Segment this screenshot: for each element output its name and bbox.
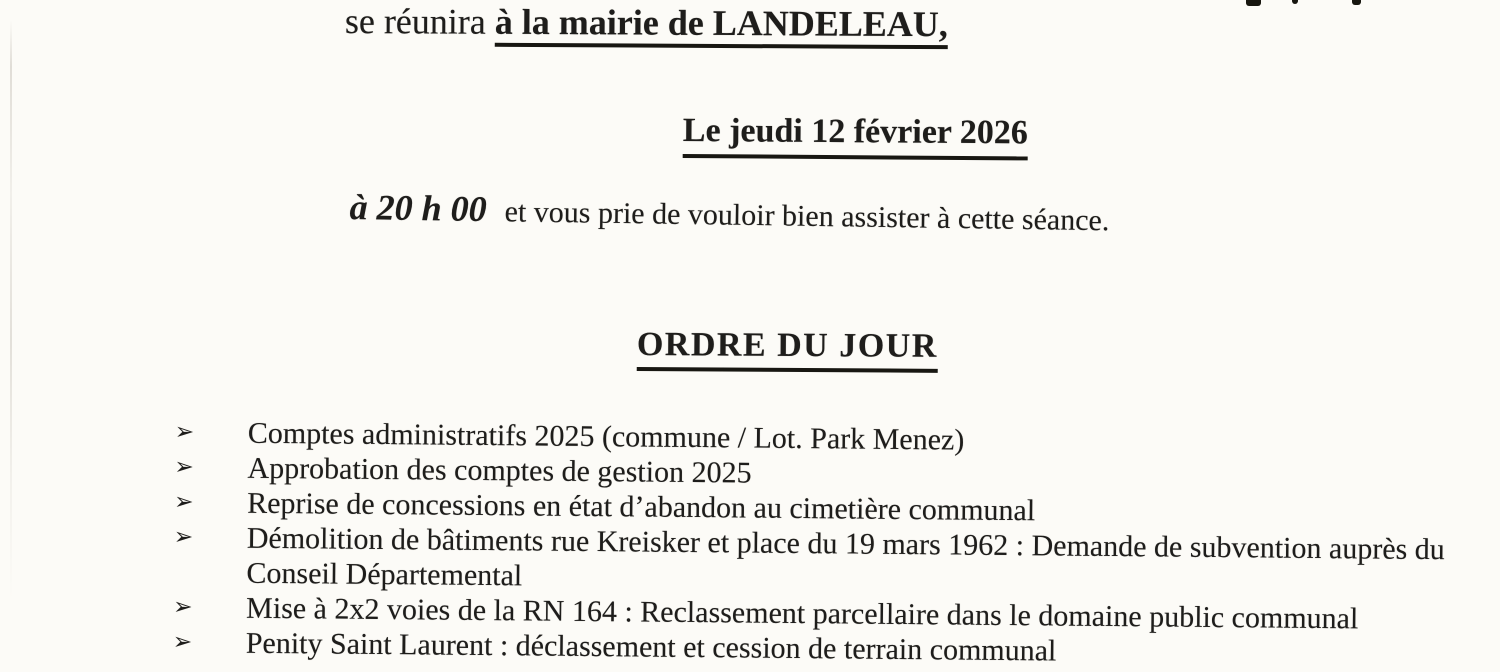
scan-edge-artifact <box>10 20 12 600</box>
agenda-item-text: Approbation des comptes de gestion 2025 <box>247 451 752 490</box>
agenda-item-text: Reprise de concessions en état d’abandon au cimetière communal <box>246 486 1036 528</box>
intro-prefix: se réunira <box>344 0 495 42</box>
meeting-date-heading: Le jeudi 12 février 2026 <box>683 112 1028 160</box>
agenda-item-text: Comptes administratifs 2025 (commune / Lot. Park Menez) <box>247 416 965 457</box>
arrow-bullet-icon: ➢ <box>174 488 194 516</box>
agenda-item-text: Mise à 2x2 voies de la RN 164 : Reclassement parcellaire dans le domaine public communal <box>245 591 1359 636</box>
cutoff-text-artifact <box>1292 0 1298 4</box>
agenda-list <box>173 415 1455 672</box>
arrow-bullet-icon: ➢ <box>173 523 194 551</box>
agenda-item <box>173 520 1454 602</box>
agenda-title: ORDRE DU JOUR <box>637 326 938 373</box>
cutoff-text-artifact <box>1246 0 1261 6</box>
cutoff-text-artifact <box>1352 0 1361 5</box>
meeting-time: à 20 h 00 <box>349 186 488 230</box>
meeting-place-emphasis: à la mairie de LANDELEAU, <box>495 2 948 49</box>
arrow-bullet-icon: ➢ <box>174 418 195 446</box>
time-line <box>349 186 1109 239</box>
arrow-bullet-icon: ➢ <box>173 593 193 621</box>
time-followup-text: et vous prie de vouloir bien assister à cette séance. <box>504 195 1110 238</box>
arrow-bullet-icon: ➢ <box>172 628 193 656</box>
agenda-item-text: Démolition de bâtiments rue Kreisker et place du 19 mars 1962 : Demande de subvention auprès du Conseil Départemental <box>246 521 1445 593</box>
arrow-bullet-icon: ➢ <box>174 453 194 481</box>
agenda-item-text: Penity Saint Laurent : déclassement et cession de terrain communal <box>245 626 1057 668</box>
intro-line <box>345 0 948 45</box>
